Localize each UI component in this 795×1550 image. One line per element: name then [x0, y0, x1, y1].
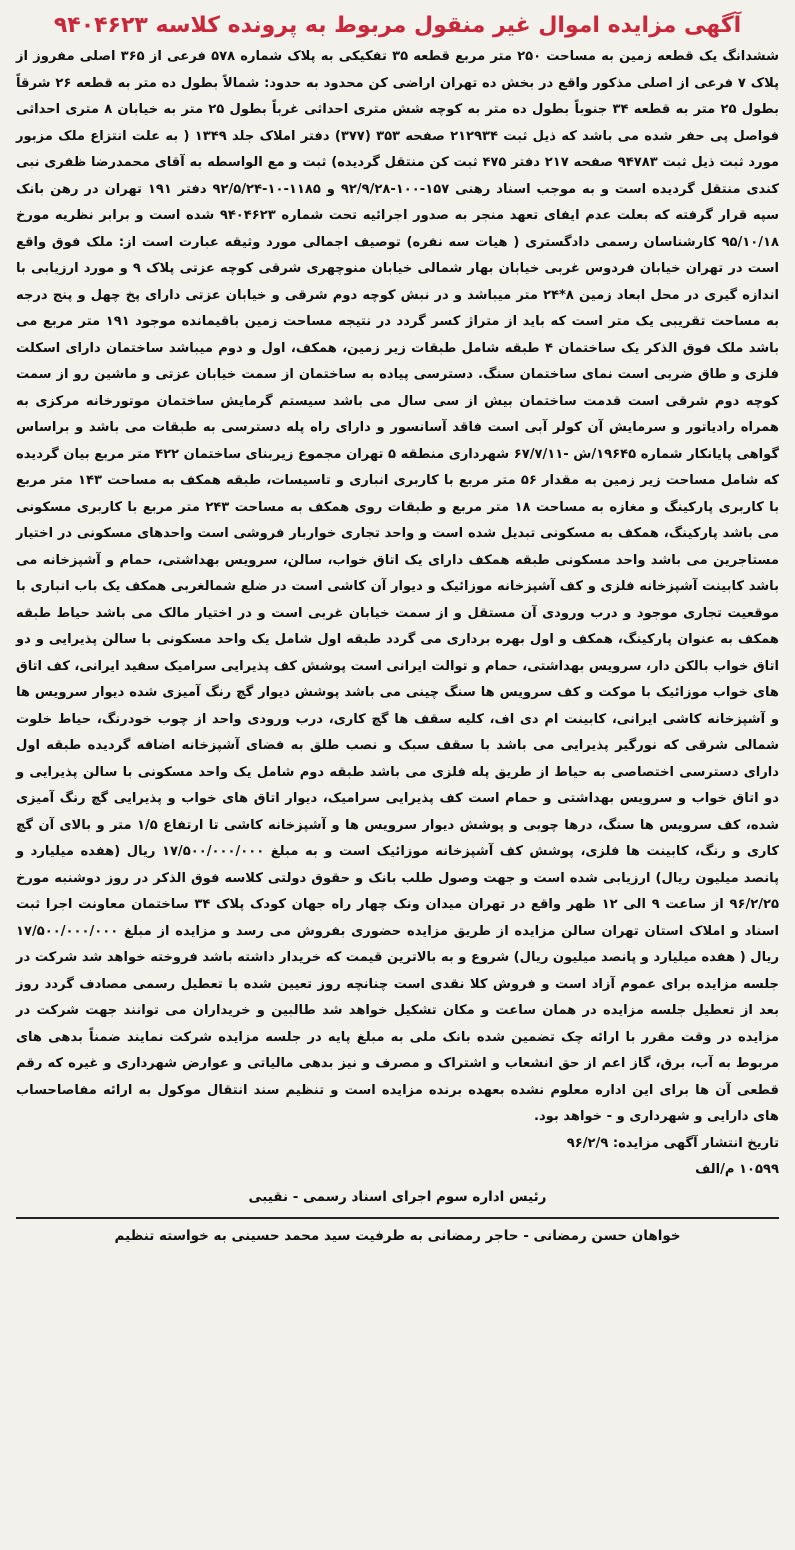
separator-rule	[16, 1217, 779, 1219]
notice-paragraph: ششدانگ یک قطعه زمین به مساحت ۲۵۰ متر مربع قطعه ۳۵ تفکیکی به پلاک شماره ۵۷۸ فرعی از ۳۶۵ اصلی مفروز از پلاک ۷ فرعی از اصلی مذکور واقع در بخش ده تهران اراضی کن محدود به حدود: شمالاً بطول ده متر به قطعه ۲۶ شرقاً بطول ۲۵ متر به قطعه ۳۴ جنوباً بطول ده متر به کوچه شش متری احداثی غرباً بطول ۲۵ متر به خیابان ۸ متری احداثی فواصل پی حفر شده می باشد که ذیل ثبت ۲۱۲۹۳۴ صفحه ۳۵۳ (۳۷۷) دفتر املاک جلد ۱۳۴۹ ( به علت انتزاع ملک مزبور مورد ثبت ذیل ثبت ۹۴۷۸۳ صفحه ۲۱۷ دفتر ۴۷۵ ثبت کن منتقل گردیده) ثبت و مع الواسطه به آقای محمدرضا ظفری نبی کندی منتقل گردیده است و به موجب اسناد رهنی ۱۵۷-۱۰۰-۹۲/۹/۲۸ و ۱۱۸۵-۱۰-۹۲/۵/۲۴ دفتر ۱۹۱ تهران در رهن بانک سپه قرار گرفته که بعلت عدم ایفای تعهد منجر به صدور اجرائیه تحت شماره ۹۴۰۴۶۲۳ شده است و برابر نظریه مورخ ۹۵/۱۰/۱۸ کارشناسان رسمی دادگستری ( هیات سه نفره) توصیف اجمالی مورد وثیقه عبارت است از: ملک فوق واقع است در تهران خیابان فردوس غربی خیابان بهار شمالی خیابان منوچهری شرقی کوچه عزتی پلاک ۹ و مورد ارزیابی با اندازه گیری در محل ابعاد زمین ۸*۲۴ متر میباشد و در نبش کوچه دوم شرقی و خیابان عزتی دارای پخ چهل و پنج درجه به مساحت تقریبی یک متر است که باید از متراژ کسر گردد در نتیجه مساحت زمین باقیمانده موجود ۱۹۱ متر مربع می باشد ملک فوق الذکر یک ساختمان ۴ طبقه شامل طبقات زیر زمین، همکف، اول و دوم میباشد ساختمان دارای اسکلت فلزی و طاق ضربی است نمای ساختمان سنگ. دسترسی پیاده به ساختمان از سمت خیابان عزتی و ماشین رو از سمت کوچه دوم شرقی است قدمت ساختمان بیش از سی سال می باشد سیستم گرمایش ساختمان موتورخانه مرکزی به همراه رادیاتور و سرمایش آن کولر آبی است فاقد آسانسور و دارای راه پله دسترسی به طبقات می باشد و براساس گواهی پایانکار شماره ۱۹۶۴۵/ش -۶۷/۷/۱۱ شهرداری منطقه ۵ تهران مجموع زیربنای ساختمان ۴۲۲ متر مربع بیان گردیده که شامل مساحت زیر زمین به مقدار ۵۶ متر مربع با کاربری انباری و تاسیسات، طبقه همکف به مساحت ۱۴۳ متر مربع با کاربری پارکینگ و مغازه به مساحت ۱۸ متر مربع و طبقات روی همکف به مساحت ۲۴۳ متر مربع با کاربری مسکونی می باشد پارکینگ، همکف به مسکونی تبدیل شده است و واحد تجاری خواربار فروشی است واحدهای مسکونی در اختیار مستاجرین می باشد واحد مسکونی طبقه همکف دارای یک اتاق خواب، سالن، سرویس بهداشتی، حمام و آشپزخانه می باشد کابینت آشپزخانه فلزی و کف آشپزخانه موزائیک و دیوار آن کاشی است در ضلع شمالغربی همکف یک باب انباری با موقعیت تجاری موجود و درب ورودی آن مستقل و از سمت خیابان غربی است و در اختیار مالک می باشد حیاط طبقه همکف به عنوان پارکینگ، همکف و اول بهره برداری می گردد طبقه اول شامل یک واحد مسکونی با سالن پذیرایی و دو اتاق خواب بالکن دار، سرویس بهداشتی، حمام و توالت ایرانی است پوشش کف پذیرایی سرامیک سفید ایرانی، کف اتاق های خواب موزائیک با موکت و کف سرویس ها سنگ چینی می باشد پوشش دیوار گچ رنگ آمیزی شده دیوار سرویس ها و آشپزخانه کاشی ایرانی، کابینت ام دی اف، کلیه سقف ها گچ کاری، درب ورودی واحد از چوب خودرنگ، حیاط خلوت شمالی شرقی که نورگیر پذیرایی می باشد با سقف سبک و نصب طلق به فضای آشپزخانه اضافه گردیده طبقه اول دارای دسترسی اختصاصی به حیاط از طریق پله فلزی می باشد طبقه دوم شامل یک واحد مسکونی با سالن پذیرایی و دو اتاق خواب و سرویس بهداشتی و حمام است کف پذیرایی سرامیک، دیوار اتاق های خواب و پذیرایی گچ رنگ آمیزی شده، کف سرویس ها سنگ، درها چوبی و پوشش دیوار سرویس ها و آشپزخانه کاشی تا ارتفاع ۱/۵ متر و بالای آن گچ کاری و رنگ، کابینت ها فلزی، پوشش کف آشپزخانه موزائیک است و به مبلغ ۱۷/۵۰۰/۰۰۰/۰۰۰ ریال (هفده میلیارد و پانصد میلیون ریال) ارزیابی شده است و جهت وصول طلب بانک و حقوق دولتی کلاسه فوق الذکر در روز دوشنبه مورخ ۹۶/۲/۲۵ از ساعت ۹ الی ۱۲ ظهر واقع در تهران میدان ونک چهار راه جهان کودک پلاک ۳۴ ساختمان معاونت اجرا ثبت اسناد و املاک استان تهران سالن مزایده از طریق مزایده حضوری بفروش می رسد و مزایده از مبلغ ۱۷/۵۰۰/۰۰۰/۰۰۰ ریال ( هفده میلیارد و پانصد میلیون ریال) شروع و به بالاترین قیمت که خریدار داشته باشد فروخته خواهد شد شرکت در جلسه مزایده برای عموم آزاد است و فروش کلا نقدی است چنانچه روز تعیین شده با تعطیل رسمی مصادف گردد روز بعد از تعطیل جلسه مزایده در همان ساعت و مکان تشکیل خواهد شد طالبین و خریداران می توانند جهت شرکت در مزایده در وقت مقرر با ارائه چک تضمین شده بانک ملی به مبلغ پایه در جلسه مزایده شرکت نمایند ضمناً بدهی های مربوط به آب، برق، گاز اعم از حق انشعاب و اشتراک و مصرف و نیز بدهی مالیاتی و عوارض شهرداری و غیره که رقم قطعی آن ها برای این اداره معلوم نشده بعهده برنده مزایده است و تنظیم سند انتقال موکول به ارائه مفاصاحساب های دارایی و شهرداری و - خواهد بود.	[16, 49, 780, 1124]
publish-date: تاریخ انتشار آگهی مزایده: ۹۶/۲/۹	[566, 1135, 779, 1151]
reference-code: ۱۰۵۹۹ م/الف	[695, 1161, 779, 1177]
notice-body	[16, 44, 779, 1131]
notice-title: آگهی مزایده اموال غیر منقول مربوط به پرونده کلاسه ۹۴۰۴۶۲۳	[53, 13, 742, 38]
notice-footer	[16, 1157, 779, 1183]
requester-line: خواهان حسن رمضانی - حاجر رمضانی به طرفیت سید محمد حسینی به خواسته تنظیم	[114, 1227, 681, 1244]
signature-line: رئیس اداره سوم اجرای اسناد رسمی - نقیبی	[248, 1188, 547, 1205]
